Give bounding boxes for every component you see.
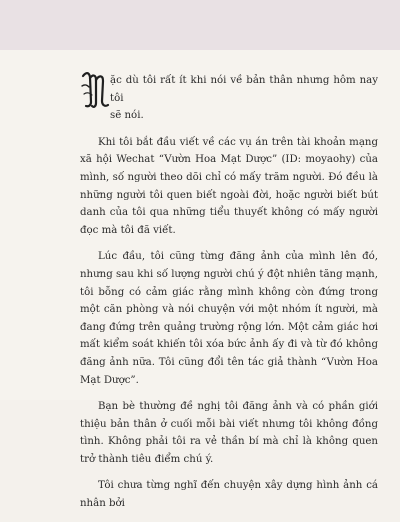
paragraph-1	[80, 72, 378, 125]
drop-cap-ornament	[80, 70, 110, 110]
drop-cap-m-icon	[80, 70, 110, 110]
paragraph-3: Lúc đầu, tôi cũng từng đăng ảnh của mình lên đó, nhưng sau khi số lượng người chú ý đột nhiên tăng mạnh, tôi bỗng có cảm giác rằng mình không còn đứng trong một căn phòng và nói chuyện với một nhóm ít người, mà đang đứng trên quảng trường rộng lớn. Một cảm giác hơi mất kiểm soát khiến tôi xóa bức ảnh ấy đi và từ đó không đăng ảnh nữa. Tôi cũng đổi tên tác giả thành “Vườn Hoa Mạt Dược”.	[80, 251, 378, 386]
page-header-band	[0, 0, 400, 50]
paragraph-1-line-2: sẽ nói.	[110, 110, 144, 122]
body-text	[80, 72, 378, 522]
paragraph-5: Tôi chưa từng nghĩ đến chuyện xây dựng hình ảnh cá nhân bởi	[80, 480, 378, 510]
paragraph-4: Bạn bè thường đề nghị tôi đăng ảnh và có phần giới thiệu bản thân ở cuối mỗi bài viết nhưng tôi không đồng tình. Không phải tôi ra vẻ thần bí mà chỉ là không quen trở thành tiêu điểm chú ý.	[80, 401, 378, 465]
paragraph-1-line-1: ặc dù tôi rất ít khi nói về bản thân nhưng hôm nay tôi	[110, 75, 378, 104]
paragraph-2: Khi tôi bắt đầu viết về các vụ án trên tài khoản mạng xã hội Wechat “Vườn Hoa Mạt Dược” (ID: moyaohy) của mình, số người theo dõi chỉ có mấy trăm người. Đó đều là những người tôi quen biết ngoài đời, hoặc người biết bút danh của tôi qua những tiểu thuyết không có mấy người đọc mà tôi đã viết.	[80, 136, 378, 236]
